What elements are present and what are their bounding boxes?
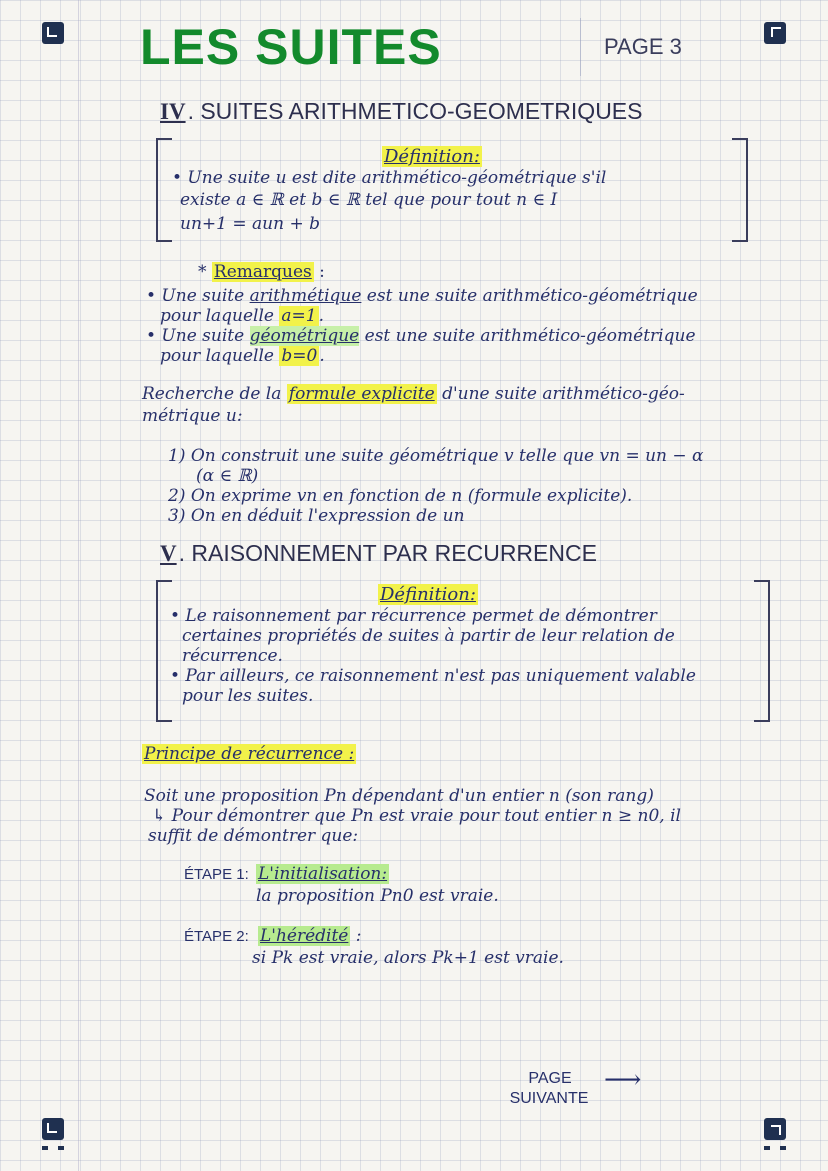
step-2: 2) On exprime vn en fonction de n (formule explicite).: [168, 486, 633, 506]
definition-line: pour les suites.: [182, 686, 314, 706]
corner-marker-icon: [764, 1118, 786, 1140]
step-1-note: (α ∈ ℝ): [196, 466, 259, 486]
remarks-heading: * Remarques :: [198, 262, 325, 282]
corner-marker-icon: [42, 22, 64, 44]
step-3: 3) On en déduit l'expression de un: [168, 506, 465, 526]
definition-title: Définition:: [380, 584, 476, 605]
definition-formula: un+1 = aun + b: [180, 214, 320, 234]
section-number: V: [160, 541, 177, 566]
search-line: Recherche de la formule explicite d'une suite arithmético-géo-: [142, 384, 685, 404]
corner-dots-icon: [42, 1146, 64, 1150]
section-title: . SUITES ARITHMETICO-GEOMETRIQUES: [187, 98, 643, 124]
search-line-cont: métrique u:: [142, 406, 243, 426]
definition-line: certaines propriétés de suites à partir de leur relation de: [182, 626, 675, 646]
step-title: L'initialisation:: [258, 864, 388, 884]
definition-bracket-right: [732, 138, 748, 242]
definition-line: existe a ∈ ℝ et b ∈ ℝ tel que pour tout n ∈ I: [180, 190, 558, 210]
margin-line: [78, 0, 79, 1171]
principle-line: suffit de démontrer que:: [148, 826, 359, 846]
definition-line: • Le raisonnement par récurrence permet de démontrer: [170, 606, 657, 626]
section-title: . RAISONNEMENT PAR RECURRENCE: [178, 540, 597, 566]
arrow-right-icon: ⟶: [604, 1065, 642, 1095]
principle-line: ↳ Pour démontrer que Pn est vraie pour tout entier n ≥ n0, il: [152, 806, 681, 826]
remark-2: • Une suite géométrique est une suite arithmético-géométrique: [146, 326, 696, 346]
step-text: la proposition Pn0 est vraie.: [256, 886, 499, 906]
remark-1-cont: pour laquelle a=1 .: [160, 306, 325, 326]
page-title: LES SUITES: [140, 19, 442, 75]
section-heading-5: [160, 540, 597, 567]
next-page-label: SUIVANTE: [509, 1090, 589, 1107]
page-number: PAGE 3: [604, 34, 682, 59]
section-number: IV: [160, 99, 186, 124]
definition-line: • Par ailleurs, ce raisonnement n'est pas uniquement valable: [170, 666, 696, 686]
remark-1: • Une suite arithmétique est une suite arithmético-géométrique: [146, 286, 698, 306]
definition-bracket-left: [156, 580, 172, 722]
step-text: si Pk est vraie, alors Pk+1 est vraie.: [252, 948, 564, 968]
step-title: L'hérédité :: [260, 926, 362, 946]
corner-marker-icon: [42, 1118, 64, 1140]
next-page-label: PAGE: [528, 1070, 572, 1087]
definition-bracket-left: [156, 138, 172, 242]
remark-2-cont: pour laquelle b=0 .: [160, 346, 325, 366]
principle-heading: Principe de récurrence :: [144, 744, 355, 764]
corner-marker-icon: [764, 22, 786, 44]
step-label: ÉTAPE 2:: [184, 928, 249, 945]
step-label: ÉTAPE 1:: [184, 866, 249, 883]
corner-dots-icon: [764, 1146, 786, 1150]
definition-title: Définition:: [384, 146, 480, 167]
step-1: 1) On construit une suite géométrique v telle que vn = un − α: [168, 446, 704, 466]
definition-line: récurrence.: [182, 646, 283, 666]
definition-line: • Une suite u est dite arithmético-géométrique s'il: [172, 168, 607, 188]
definition-bracket-right: [754, 580, 770, 722]
section-heading-4: [160, 98, 643, 125]
principle-line: Soit une proposition Pn dépendant d'un entier n (son rang): [144, 786, 654, 806]
